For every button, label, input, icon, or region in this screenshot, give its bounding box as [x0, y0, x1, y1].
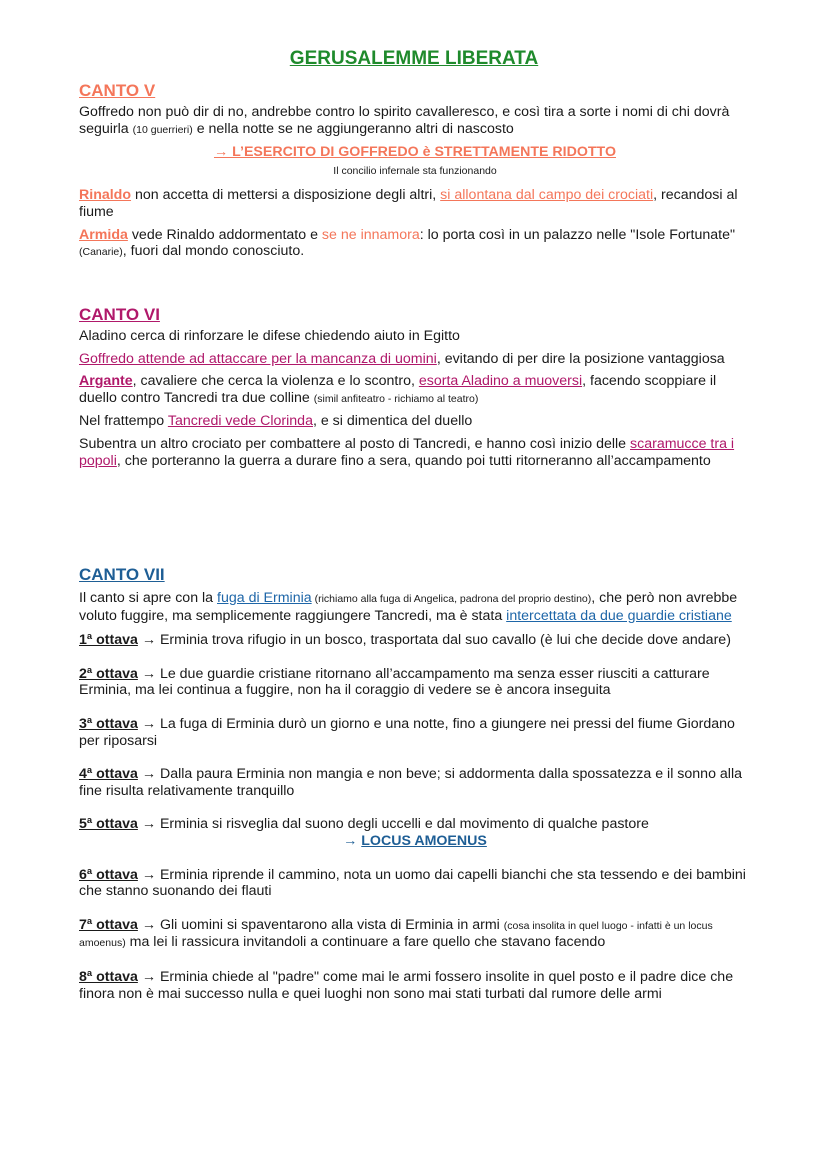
spacer: [79, 850, 751, 867]
text: vede Rinaldo addormentato e: [127, 226, 322, 243]
text: non accetta di mettersi a disposizione degli altri,: [131, 187, 441, 204]
ottava-5: [79, 816, 751, 833]
canto-vii-section: [79, 565, 751, 1002]
ottava-text: → Dalla paura Erminia non mangia e non beve; si addormenta dalla spossatezza e il sonno alla fine risulta relativamente tranquillo: [79, 766, 742, 799]
name-rinaldo: Rinaldo: [79, 187, 132, 204]
ottava-label: 1ª ottava: [79, 632, 138, 649]
spacer: [79, 649, 751, 666]
ottava-1: [79, 632, 751, 649]
spacer: [79, 952, 751, 969]
note: (cosa insolita in quel luogo - infatti è un locus amoenus): [79, 919, 713, 950]
highlight: Tancredi vede Clorinda: [167, 413, 313, 430]
highlight: si allontana dal campo dei crociati: [440, 187, 654, 204]
ottava-label: 8ª ottava: [79, 968, 138, 985]
canto-vi-paragraph-1: Aladino cerca di rinforzare le difese chiedendo aiuto in Egitto: [79, 328, 460, 344]
ottava-label: 3ª ottava: [79, 715, 138, 732]
highlight: esorta Aladino a muoversi: [418, 373, 583, 390]
canto-vi-paragraph-4: [79, 413, 751, 430]
spacer: [79, 749, 751, 766]
name-argante: Argante: [79, 373, 133, 390]
note: (Canarie): [79, 246, 123, 259]
canto-v-arrow-line: [79, 144, 751, 161]
spacer: [79, 799, 751, 816]
highlight: → L’ESERCITO DI GOFFREDO è STRETTAMENTE RIDOTTO: [213, 144, 616, 161]
text: Subentra un altro crociato per combattere al posto di Tancredi, e hanno così inizio delle: [79, 435, 631, 452]
text: , fuori dal mondo conosciuto.: [122, 243, 305, 260]
text: , che però non avrebbe voluto fuggire, ma semplicemente raggiungere Tancredi, ma è stata: [79, 590, 738, 624]
ottava-text: → Erminia chiede al "padre" come mai le armi fossero insolite in quel posto e il padre dice che finora non è mai successo nulla e quei luoghi non sono mai stati turbati dal rumore delle armi: [79, 968, 734, 1002]
page-title: GERUSALEMME LIBERATA: [289, 48, 539, 69]
ottava-label: 6ª ottava: [79, 866, 138, 883]
ottava-label: 4ª ottava: [79, 766, 138, 783]
ottava-6: [79, 867, 751, 900]
highlight: fuga di Erminia: [217, 590, 312, 606]
highlight: se ne innamora: [321, 226, 420, 243]
canto-vii-heading: CANTO VII: [79, 565, 165, 584]
ottava-text: → Erminia riprende il cammino, nota un uomo dai capelli bianchi che sta tessendo e dei bambini che stanno suonando dei flauti: [79, 866, 746, 900]
spacer: [79, 900, 751, 917]
highlight: intercettata da due guardie cristiane: [506, 607, 732, 624]
ottava-label: 5ª ottava: [79, 816, 138, 833]
canto-v-paragraph-2: [79, 187, 751, 220]
ottava-text: → Erminia si risveglia dal suono degli uccelli e dal movimento di qualche pastore: [137, 816, 649, 833]
ottava-text: → Erminia trova rifugio in un bosco, trasportata dal suo cavallo (è lui che decide dove andare): [137, 632, 731, 649]
ottava-8: [79, 969, 751, 1002]
canto-vi-paragraph-3: [79, 373, 751, 407]
ottava-text: → Le due guardie cristiane ritornano all’accampamento ma senza esser riusciti a catturare Erminia, ma lei continua a fuggire, non ha il coraggio di vedere se è ancora inseguita: [79, 665, 710, 699]
ottava-3: [79, 716, 751, 749]
ottava-text: → La fuga di Erminia durò un giorno e una notte, fino a giungere nei pressi del fiume Giordano per riposarsi: [79, 715, 735, 749]
locus-amoenus-line: [79, 833, 751, 850]
text: , cavaliere che cerca la violenza e lo scontro,: [132, 373, 419, 390]
ottava-label: 2ª ottava: [79, 665, 138, 682]
text: , che porteranno la guerra a durare fino a sera, quando poi tutti ritorneranno all’accampamento: [116, 452, 711, 469]
text: : lo porta così in un palazzo nelle "Isole Fortunate": [419, 226, 736, 243]
canto-vi-heading: CANTO VI: [79, 305, 160, 324]
canto-vi-paragraph-2: [79, 351, 751, 368]
ottava-text: ma lei li rassicura invitandoli a continuare a fare quello che stavano facendo: [125, 934, 606, 951]
spacer: [79, 699, 751, 716]
canto-v-section: [79, 81, 751, 267]
highlight: scaramucce tra i popoli: [79, 435, 735, 469]
ottava-text: → Gli uomini si spaventarono alla vista di Erminia in armi: [137, 916, 504, 933]
arrow: →: [343, 832, 362, 849]
name-armida: Armida: [79, 226, 128, 243]
canto-vi-section: [79, 305, 751, 475]
text: Nel frattempo: [79, 413, 168, 430]
canto-v-heading: CANTO V: [79, 81, 156, 100]
note: (richiamo alla fuga di Angelica, padrona del proprio destino): [311, 593, 592, 605]
ottava-7: [79, 917, 751, 952]
text: , facendo scoppiare il duello contro Tancredi tra due colline: [79, 373, 717, 406]
text: , recandosi al fiume: [79, 187, 738, 220]
canto-vii-intro: [79, 590, 751, 624]
highlight: LOCUS AMOENUS: [361, 832, 487, 849]
ottava-2: [79, 666, 751, 699]
text: , e si dimentica del duello: [312, 413, 473, 430]
ottava-4: [79, 766, 751, 799]
text: e nella notte se ne aggiungeranno altri di nascosto: [192, 120, 514, 137]
canto-v-subline: Il concilio infernale sta funzionando: [333, 164, 497, 177]
text: Il canto si apre con la: [79, 590, 218, 606]
text: Goffredo non può dir di no, andrebbe contro lo spirito cavalleresco, e così tira a sorte i nomi di chi dovrà seguirla: [79, 104, 730, 137]
ottava-label: 7ª ottava: [79, 916, 138, 933]
canto-v-paragraph-1: [79, 104, 751, 138]
canto-vi-paragraph-5: [79, 436, 751, 469]
canto-v-paragraph-3: [79, 227, 751, 261]
text: , evitando di per dire la posizione vantaggiosa: [436, 350, 725, 367]
highlight: Goffredo attende ad attaccare per la mancanza di uomini: [79, 350, 437, 367]
note: (10 guerrieri): [132, 123, 193, 136]
note: (simil anfiteatro - richiamo al teatro): [313, 392, 479, 405]
